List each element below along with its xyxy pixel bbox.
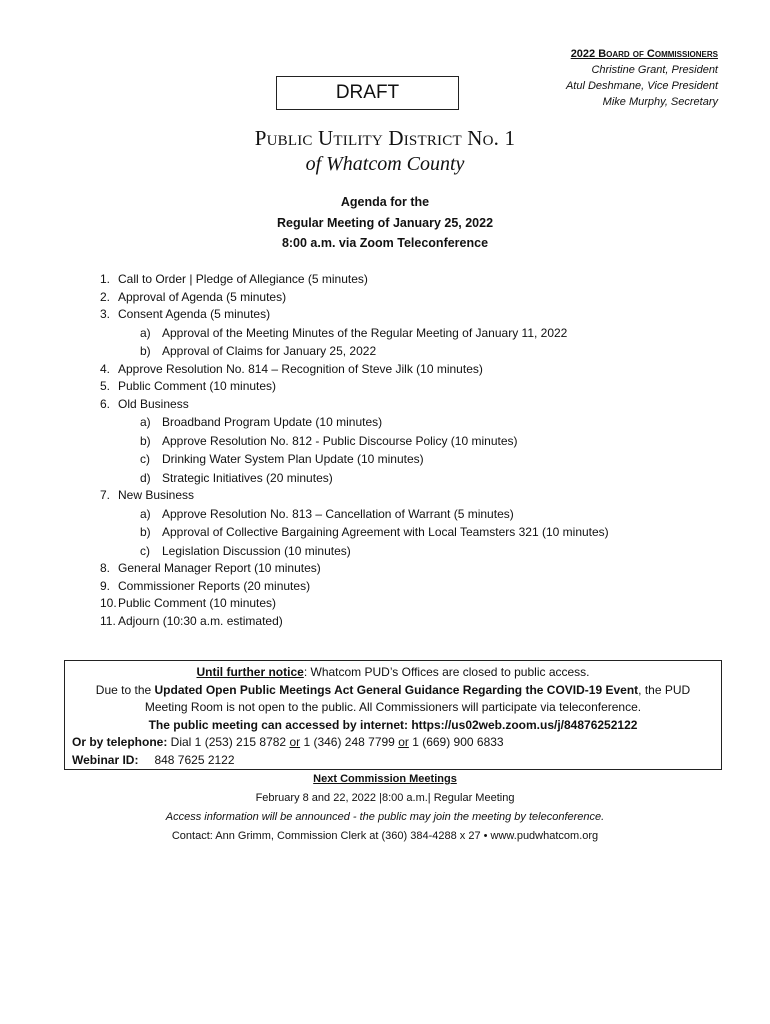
agenda-item-text: Consent Agenda (5 minutes): [118, 307, 271, 321]
next-meeting-dates: February 8 and 22, 2022 |8:00 a.m.| Regular Meeting: [255, 792, 515, 804]
agenda-subitem-letter: a): [140, 325, 151, 340]
board-of-commissioners: [566, 46, 718, 110]
agenda-item-number: 9.: [100, 578, 111, 593]
agenda-item-text: Approval of Agenda (5 minutes): [118, 289, 287, 304]
notice-line2-pre: Due to the: [95, 682, 155, 697]
agenda-item-text: Call to Order | Pledge of Allegiance (5 minutes): [118, 272, 368, 286]
phone-number-3: 1 (669) 900 6833: [408, 735, 504, 749]
agenda-item-number: 6.: [100, 396, 111, 411]
agenda-subitem-text: Legislation Discussion (10 minutes): [162, 543, 351, 558]
agenda-subitem: [100, 469, 609, 488]
board-member: Mike Murphy, Secretary: [602, 96, 718, 108]
agenda-subitem: [100, 324, 609, 343]
agenda-subitem-text: Drinking Water System Plan Update (10 minutes): [162, 452, 424, 466]
guidance-title: Updated Open Public Meetings Act General Guidance Regarding the COVID-19 Event: [154, 682, 639, 697]
agenda-subitem-letter: c): [140, 452, 150, 466]
agenda-item-text: Public Comment (10 minutes): [118, 379, 277, 393]
agenda-subitem-text: Strategic Initiatives (20 minutes): [162, 470, 333, 485]
agenda-item: [100, 595, 609, 613]
org-county: of Whatcom County: [305, 153, 465, 175]
agenda-subitem-text: Approve Resolution No. 812 - Public Discourse Policy (10 minutes): [162, 433, 518, 448]
agenda-subitem-text: Approval of Claims for January 25, 2022: [162, 344, 377, 358]
agenda-subitem-letter: d): [140, 470, 151, 485]
agenda-title: Agenda for the: [340, 195, 430, 209]
agenda-item: [100, 378, 609, 396]
agenda-item-text: Adjourn (10:30 a.m. estimated): [118, 613, 283, 628]
agenda-item-number: 7.: [100, 488, 111, 502]
notice-label: Until further notice: [196, 665, 304, 679]
agenda-item-text: New Business: [118, 488, 195, 502]
agenda-item: [100, 613, 609, 631]
agenda-item: [100, 396, 609, 414]
agenda-item-text: Approve Resolution No. 814 – Recognition of Steve Jilk (10 minutes): [118, 361, 483, 376]
agenda-meeting: Regular Meeting of January 25, 2022: [276, 215, 494, 230]
agenda-item-number: 5.: [100, 379, 111, 393]
webinar-label: Webinar ID:: [72, 752, 139, 767]
webinar-line: [65, 752, 721, 770]
agenda-subitem: [100, 413, 609, 432]
agenda-item-text: Public Comment (10 minutes): [118, 596, 277, 610]
agenda-subitem-text: Approval of Collective Bargaining Agreement with Local Teamsters 321 (10 minutes): [162, 525, 609, 539]
notice-line-3: Meeting Room is not open to the public. All Commissioners will participate via teleconference.: [144, 700, 642, 714]
notice-line-2: [65, 682, 721, 700]
access-notice: [64, 660, 722, 770]
agenda-item-number: 8.: [100, 561, 111, 575]
agenda-item-number: 2.: [100, 289, 111, 304]
agenda-item: [100, 306, 609, 324]
next-meetings: [0, 770, 770, 846]
phone-label: Or by telephone:: [72, 735, 168, 749]
board-member: Atul Deshmane, Vice President: [565, 80, 718, 92]
draft-box: DRAFT: [276, 76, 459, 110]
agenda-subitem-letter: a): [140, 506, 151, 521]
agenda-subitem-text: Approval of the Meeting Minutes of the Regular Meeting of January 11, 2022: [162, 325, 568, 340]
board-heading: 2022 Board of Commissioners: [570, 48, 718, 60]
agenda-item-number: 4.: [100, 361, 111, 376]
agenda-item-number: 3.: [100, 307, 111, 321]
internet-access-line: The public meeting can accessed by internet: https://us02web.zoom.us/j/84876252122: [148, 717, 638, 732]
agenda-item: [100, 271, 609, 289]
telephone-line: [65, 734, 721, 752]
agenda-item-text: Commissioner Reports (20 minutes): [118, 578, 311, 593]
agenda-subitem-letter: b): [140, 525, 151, 539]
agenda-list: [100, 271, 609, 630]
notice-line-1: [65, 664, 721, 682]
agenda-item: [100, 578, 609, 596]
agenda-subitem: [100, 505, 609, 524]
agenda-subitem-text: Broadband Program Update (10 minutes): [162, 415, 383, 429]
agenda-subitem: [100, 450, 609, 469]
agenda-subitem-text: Approve Resolution No. 813 – Cancellation of Warrant (5 minutes): [162, 506, 514, 521]
agenda-item: [100, 289, 609, 307]
agenda-time: 8:00 a.m. via Zoom Teleconference: [281, 236, 489, 250]
next-meetings-title: Next Commission Meetings: [313, 773, 457, 785]
agenda-subitem: [100, 432, 609, 451]
agenda-subitem: [100, 523, 609, 542]
or-text: or: [289, 735, 301, 749]
agenda-subitem-letter: b): [140, 344, 151, 358]
board-member: Christine Grant, President: [591, 64, 718, 76]
or-text: or: [398, 735, 409, 749]
agenda-subitem: [100, 542, 609, 561]
agenda-item-number: 11.: [100, 613, 116, 628]
notice-text: : Whatcom PUD’s Offices are closed to public access.: [303, 665, 590, 679]
agenda-item-number: 10.: [100, 596, 117, 610]
agenda-item: [100, 487, 609, 505]
agenda-item: [100, 560, 609, 578]
agenda-item-text: Old Business: [118, 396, 189, 411]
access-info: Access information will be announced - the public may join the meeting by teleconference.: [165, 811, 605, 823]
notice-line2-post: , the PUD: [638, 682, 691, 697]
contact-line: Contact: Ann Grimm, Commission Clerk at (360) 384-4288 x 27 • www.pudwhatcom.org: [171, 830, 599, 842]
org-name: Public Utility District No. 1: [254, 126, 516, 150]
agenda-subitem-letter: c): [140, 543, 150, 558]
phone-number-2: 1 (346) 248 7799: [300, 735, 399, 749]
agenda-item: [100, 361, 609, 379]
agenda-subitem-letter: a): [140, 415, 151, 429]
agenda-item-text: General Manager Report (10 minutes): [118, 561, 321, 575]
agenda-heading: [0, 192, 770, 254]
agenda-subitem-letter: b): [140, 433, 151, 448]
agenda-subitem: [100, 342, 609, 361]
webinar-id: 848 7625 2122: [154, 752, 235, 767]
agenda-item-number: 1.: [100, 272, 111, 286]
phone-number-1: Dial 1 (253) 215 8782: [167, 735, 290, 749]
